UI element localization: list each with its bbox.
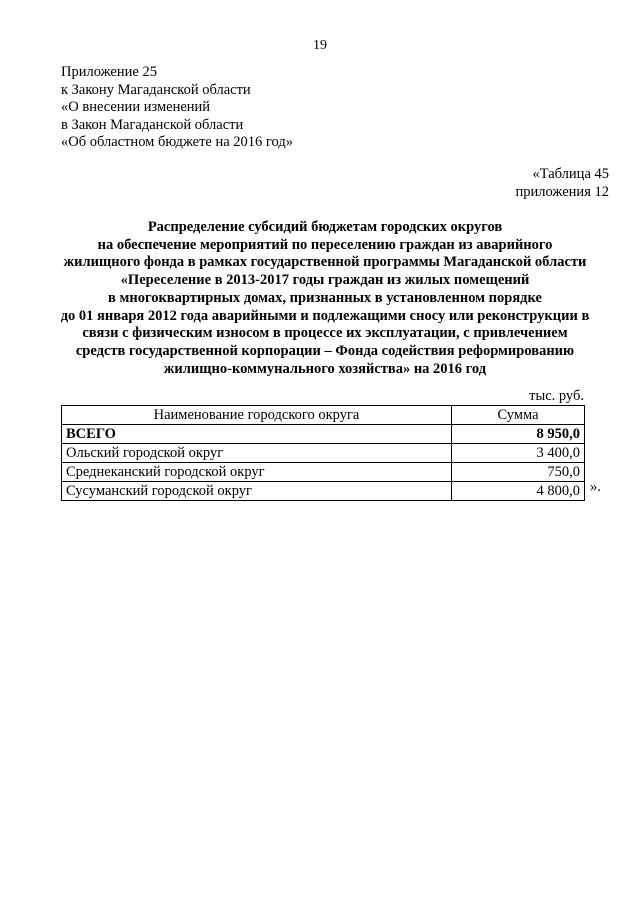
table-row — [62, 444, 585, 463]
title-line: в многоквартирных домах, признанных в установленном порядке — [108, 289, 542, 306]
table-reference — [516, 165, 609, 201]
table-header-row — [62, 406, 585, 425]
total-label: ВСЕГО — [62, 425, 452, 444]
title-line: Распределение субсидий бюджетам городских округов — [147, 219, 503, 235]
title-line: жилищно-коммунального хозяйства» на 2016 год — [163, 360, 487, 377]
closing-quote-mark: ». — [590, 479, 601, 495]
table-reference-line: «Таблица 45 — [532, 166, 609, 182]
district-sum: 750,0 — [452, 463, 585, 482]
title-line: до 01 января 2012 года аварийными и подлежащими сносу или реконструкции в — [60, 307, 590, 324]
district-sum: 4 800,0 — [452, 482, 585, 501]
table-row — [62, 463, 585, 482]
appendix-block — [61, 64, 293, 152]
table-row — [62, 482, 585, 501]
header-district-name: Наименование городского округа — [62, 406, 452, 425]
appendix-line: «Об областном бюджете на 2016 год» — [61, 134, 293, 150]
units-label: тыс. руб. — [529, 388, 584, 404]
total-sum: 8 950,0 — [452, 425, 585, 444]
page-number: 19 — [313, 38, 327, 53]
header-sum: Сумма — [452, 406, 585, 425]
table-reference-line: приложения 12 — [515, 184, 609, 200]
table-row-total — [62, 425, 585, 444]
document-title — [40, 219, 610, 378]
district-sum: 3 400,0 — [452, 444, 585, 463]
title-line: средств государственной корпорации – Фонда содействия реформированию — [75, 342, 575, 359]
appendix-line: Приложение 25 — [61, 64, 157, 80]
subsidy-table — [61, 405, 585, 501]
title-line: жилищного фонда в рамках государственной программы Магаданской области — [63, 254, 587, 271]
title-line: связи с физическим износом в процессе их эксплуатации, с привлечением — [82, 325, 568, 342]
district-name: Ольский городской округ — [62, 444, 452, 463]
appendix-line: к Закону Магаданской области — [61, 81, 251, 98]
district-name: Среднеканский городской округ — [62, 463, 452, 482]
appendix-line: «О внесении изменений — [61, 99, 211, 115]
appendix-line: в Закон Магаданской области — [61, 116, 244, 133]
district-name: Сусуманский городской округ — [62, 482, 452, 501]
title-line: «Переселение в 2013-2017 годы граждан из жилых помещений — [120, 272, 530, 289]
title-line: на обеспечение мероприятий по переселению граждан из аварийного — [97, 236, 553, 253]
